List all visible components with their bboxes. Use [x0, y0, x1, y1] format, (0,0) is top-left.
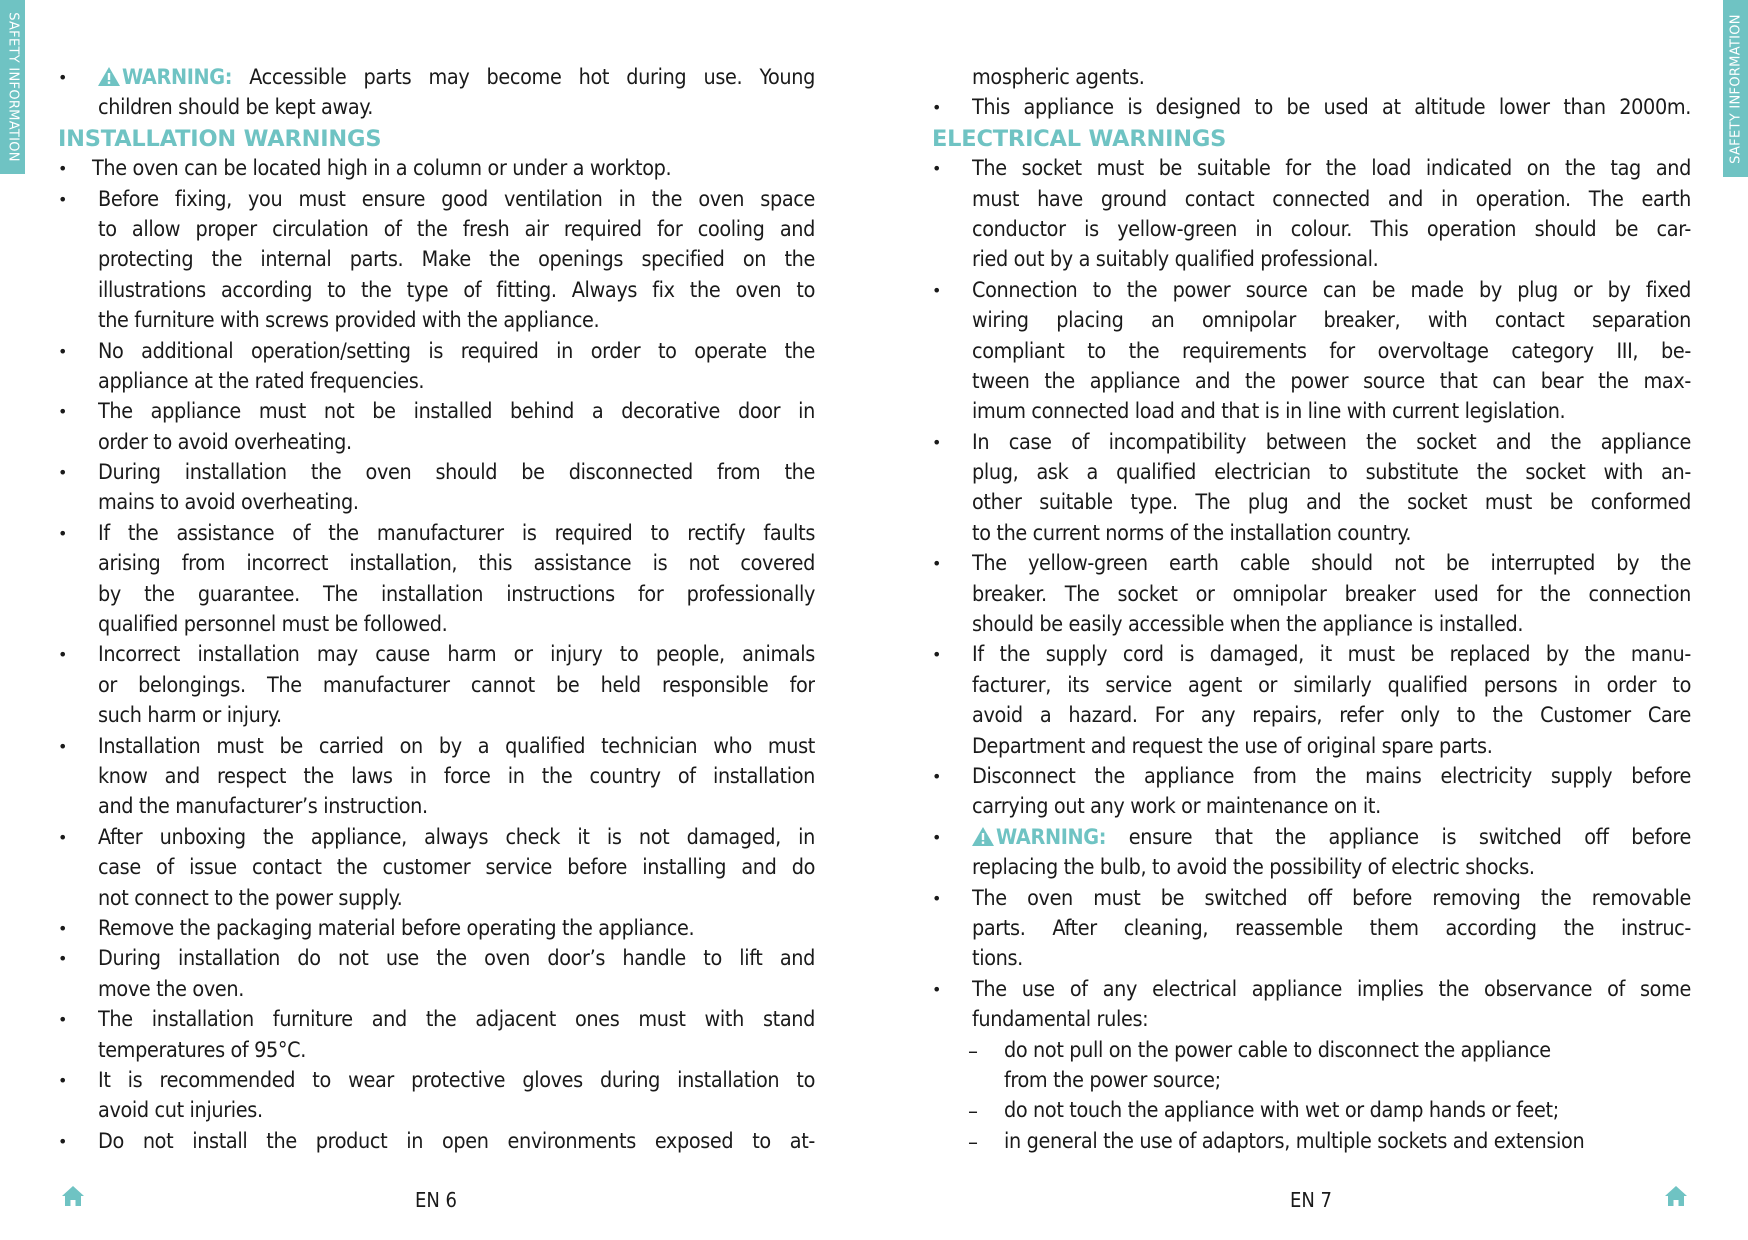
text-line: from the power source;	[1004, 1067, 1221, 1093]
bullet-item	[58, 914, 815, 944]
text-line: In case of incompatibility between the socket and the appliance	[972, 429, 1691, 455]
item-text	[98, 337, 815, 398]
text-line: compliant to the requirements for overvoltage category III, be-	[972, 338, 1691, 364]
bullet-marker: •	[932, 554, 942, 574]
item-text	[98, 914, 815, 944]
bullet-marker: •	[932, 827, 942, 847]
rule-item	[932, 1096, 1691, 1126]
text-line: do not touch the appliance with wet or damp hands or feet;	[1004, 1098, 1559, 1124]
text-line: should be easily accessible when the appliance is installed.	[972, 612, 1524, 638]
bullet-marker: •	[58, 463, 68, 483]
right-page-content	[932, 63, 1691, 1157]
item-text	[972, 154, 1691, 276]
home-icon[interactable]	[1664, 1185, 1688, 1207]
bullet-marker: •	[932, 645, 942, 665]
bullet-item	[58, 397, 815, 458]
text-line: the furniture with screws provided with the appliance.	[98, 308, 600, 334]
bullet-item	[58, 63, 815, 124]
bullet-marker: •	[58, 341, 68, 361]
text-line: If the supply cord is damaged, it must be replaced by the manu-	[972, 642, 1691, 668]
rule-item	[932, 1036, 1691, 1097]
bullet-item	[58, 185, 815, 337]
bullet-marker: •	[58, 827, 68, 847]
text-line: The use of any electrical appliance implies the observance of some	[972, 976, 1691, 1002]
text-line: avoid cut injuries.	[98, 1098, 263, 1124]
warning-label: WARNING:	[996, 824, 1107, 850]
warning-triangle-icon	[972, 827, 994, 846]
text-line: Connection to the power source can be made by plug or by fixed	[972, 277, 1691, 303]
warning-triangle-icon	[98, 67, 120, 86]
bullet-item	[932, 884, 1691, 975]
bullet-marker: •	[58, 402, 68, 422]
text-line: protecting the internal parts. Make the openings specified on the	[98, 247, 815, 273]
text-line: If the assistance of the manufacturer is required to rectify faults	[98, 520, 815, 546]
text-line: The yellow-green earth cable should not be interrupted by the	[972, 551, 1691, 577]
text-line: breaker. The socket or omnipolar breaker used for the connection	[972, 581, 1691, 607]
bullet-marker: •	[932, 979, 942, 999]
text-line: such harm or injury.	[98, 703, 282, 729]
bullet-marker: •	[58, 1131, 68, 1151]
item-text	[92, 154, 815, 184]
bullet-marker: •	[58, 68, 68, 87]
bullet-marker: •	[932, 98, 942, 118]
page-number: EN 7	[1290, 1188, 1332, 1212]
item-text	[972, 823, 1691, 884]
side-tab-safety-information-left[interactable]	[0, 0, 25, 174]
bullet-marker: •	[58, 189, 68, 209]
text-line: case of issue contact the customer service before installing and do	[98, 855, 815, 881]
text-line: Incorrect installation may cause harm or injury to people, animals	[98, 642, 815, 668]
item-text	[972, 428, 1691, 550]
item-text	[972, 884, 1691, 975]
bullet-item	[932, 428, 1691, 550]
text-line: Remove the packaging material before operating the appliance.	[98, 915, 695, 941]
text-line	[972, 823, 1691, 853]
text-line: tions.	[972, 946, 1023, 972]
text-line: mospheric agents.	[972, 65, 1145, 90]
text-line: The installation furniture and the adjacent ones must with stand	[98, 1007, 815, 1033]
item-text	[972, 762, 1691, 823]
bullet-marker: •	[58, 523, 68, 543]
bullet-item	[58, 458, 815, 519]
bullet-item	[932, 276, 1691, 428]
side-tab-label: SAFETY INFORMATION	[1728, 13, 1743, 164]
bullet-marker: •	[58, 949, 68, 969]
text-line: other suitable type. The plug and the socket must be conformed	[972, 490, 1691, 516]
text-line: plug, ask a qualified electrician to substitute the socket with an-	[972, 460, 1691, 486]
text-line: Before fixing, you must ensure good ventilation in the oven space	[98, 186, 815, 212]
text-line: No additional operation/setting is required in order to operate the	[98, 338, 815, 364]
bullet-item	[58, 1005, 815, 1066]
text-line: This appliance is designed to be used at altitude lower than 2000m.	[972, 95, 1691, 121]
bullet-marker: •	[58, 1070, 68, 1090]
text-line	[98, 63, 815, 93]
text-line: in general the use of adaptors, multiple sockets and extension	[1004, 1128, 1585, 1154]
home-icon[interactable]	[61, 1185, 85, 1207]
text-line: order to avoid overheating.	[98, 429, 352, 455]
text-line: illustrations according to the type of fitting. Always fix the oven to	[98, 277, 815, 303]
dash-marker: –	[968, 1099, 978, 1124]
side-tab-label: SAFETY INFORMATION	[5, 12, 20, 162]
rule-item	[932, 1127, 1691, 1157]
left-page-content	[58, 63, 815, 1157]
warning-label: WARNING:	[122, 65, 233, 90]
text-line: After unboxing the appliance, always check it is not damaged, in	[98, 824, 815, 850]
bullet-item	[58, 1066, 815, 1127]
bullet-item	[58, 519, 815, 641]
text-line: wiring placing an omnipolar breaker, with contact separation	[972, 308, 1691, 334]
text-line: During installation do not use the oven door’s handle to lift and	[98, 946, 815, 972]
text-line: The appliance must not be installed behind a decorative door in	[98, 399, 815, 425]
bullet-marker: •	[932, 159, 942, 179]
text-line: carrying out any work or maintenance on it.	[972, 794, 1381, 820]
bullet-item	[58, 640, 815, 731]
text-line: It is recommended to wear protective gloves during installation to	[98, 1067, 815, 1093]
text-line: Department and request the use of original spare parts.	[972, 733, 1493, 759]
bullet-marker: •	[932, 432, 942, 452]
bullet-marker: •	[932, 766, 942, 786]
item-text	[972, 549, 1691, 640]
text-line: and the manufacturer’s instruction.	[98, 794, 428, 820]
bullet-item	[932, 975, 1691, 1036]
item-text	[972, 975, 1691, 1036]
item-text	[972, 93, 1691, 123]
item-text	[98, 519, 815, 641]
item-text	[98, 397, 815, 458]
item-text	[98, 732, 815, 823]
text-line: fundamental rules:	[972, 1007, 1149, 1033]
bullet-item	[58, 337, 815, 398]
bullet-marker: •	[58, 1010, 68, 1030]
item-text	[98, 944, 815, 1005]
bullet-item	[932, 549, 1691, 640]
bullet-item	[932, 640, 1691, 762]
text-line: Installation must be carried on by a qualified technician who must	[98, 733, 815, 759]
bullet-item	[58, 732, 815, 823]
item-text	[98, 185, 815, 337]
bullet-item	[58, 1127, 815, 1157]
item-text	[1004, 1036, 1691, 1097]
text-line: The oven must be switched off before removing the removable	[972, 885, 1691, 911]
text-line: The socket must be suitable for the load indicated on the tag and	[972, 156, 1691, 182]
side-tab-safety-information-right[interactable]	[1723, 0, 1748, 177]
text-line: do not pull on the power cable to disconnect the appliance	[1004, 1037, 1551, 1063]
bullet-item	[58, 823, 815, 914]
text-line: facturer, its service agent or similarly qualified persons in order to	[972, 672, 1691, 698]
item-text	[98, 1066, 815, 1127]
text-line: move the oven.	[98, 976, 244, 1002]
text-line: arising from incorrect installation, this assistance is not covered	[98, 551, 815, 577]
bullet-marker: •	[932, 888, 942, 908]
item-text	[98, 1127, 815, 1157]
section-heading: ELECTRICAL WARNINGS	[932, 125, 1227, 152]
text-line: conductor is yellow-green in colour. This operation should be car-	[972, 216, 1691, 242]
item-text	[972, 276, 1691, 428]
text-line: ried out by a suitably qualified professional.	[972, 247, 1379, 273]
text-line: qualified personnel must be followed.	[98, 612, 448, 638]
page-number: EN 6	[415, 1188, 457, 1212]
bullet-item	[932, 762, 1691, 823]
text-line: not connect to the power supply.	[98, 885, 403, 911]
text-line: appliance at the rated frequencies.	[98, 368, 425, 394]
text-line: The oven can be located high in a column or under a worktop.	[92, 156, 672, 182]
item-text	[98, 63, 815, 124]
section-heading: INSTALLATION WARNINGS	[58, 125, 382, 152]
item-text	[98, 1005, 815, 1066]
item-text	[1004, 1127, 1691, 1157]
text-line: to the current norms of the installation country.	[972, 520, 1412, 546]
dash-marker: –	[968, 1129, 978, 1154]
text-line: imum connected load and that is in line with current legislation.	[972, 399, 1566, 425]
bullet-marker: •	[58, 918, 68, 938]
bullet-item	[932, 93, 1691, 123]
text-line: Do not install the product in open environments exposed to at-	[98, 1128, 815, 1154]
bullet-item	[932, 154, 1691, 276]
bullet-marker: •	[932, 280, 942, 300]
text-line: must have ground contact connected and in operation. The earth	[972, 186, 1691, 212]
text-line: mains to avoid overheating.	[98, 490, 359, 516]
text-line: tween the appliance and the power source that can bear the max-	[972, 368, 1691, 394]
bullet-marker: •	[58, 736, 68, 756]
text-line: Disconnect the appliance from the mains electricity supply before	[972, 763, 1691, 789]
text-line: replacing the bulb, to avoid the possibility of electric shocks.	[972, 855, 1535, 881]
warning-text: ensure that the appliance is switched off before	[1128, 824, 1691, 850]
item-text	[98, 823, 815, 914]
item-text	[1004, 1096, 1691, 1126]
bullet-marker: •	[58, 159, 68, 179]
text-line: by the guarantee. The installation instructions for professionally	[98, 581, 815, 607]
text-line: know and respect the laws in force in the country of installation	[98, 763, 815, 789]
text-line: During installation the oven should be disconnected from the	[98, 460, 815, 486]
text-line: parts. After cleaning, reassemble them according the instruc-	[972, 915, 1691, 941]
text-line: or belongings. The manufacturer cannot be held responsible for	[98, 672, 815, 698]
text-line: children should be kept away.	[98, 95, 374, 121]
item-text	[98, 640, 815, 731]
bullet-item	[932, 823, 1691, 884]
text-line: temperatures of 95°C.	[98, 1037, 307, 1063]
text-line: to allow proper circulation of the fresh air required for cooling and	[98, 216, 815, 242]
bullet-item	[58, 154, 815, 184]
warning-text: Accessible parts may become hot during use. Young	[249, 65, 815, 90]
text-line: avoid a hazard. For any repairs, refer only to the Customer Care	[972, 703, 1691, 729]
bullet-item	[58, 944, 815, 1005]
item-text	[98, 458, 815, 519]
item-text	[972, 640, 1691, 762]
bullet-marker: •	[58, 645, 68, 665]
continued-text	[932, 63, 1691, 93]
dash-marker: –	[968, 1038, 978, 1063]
